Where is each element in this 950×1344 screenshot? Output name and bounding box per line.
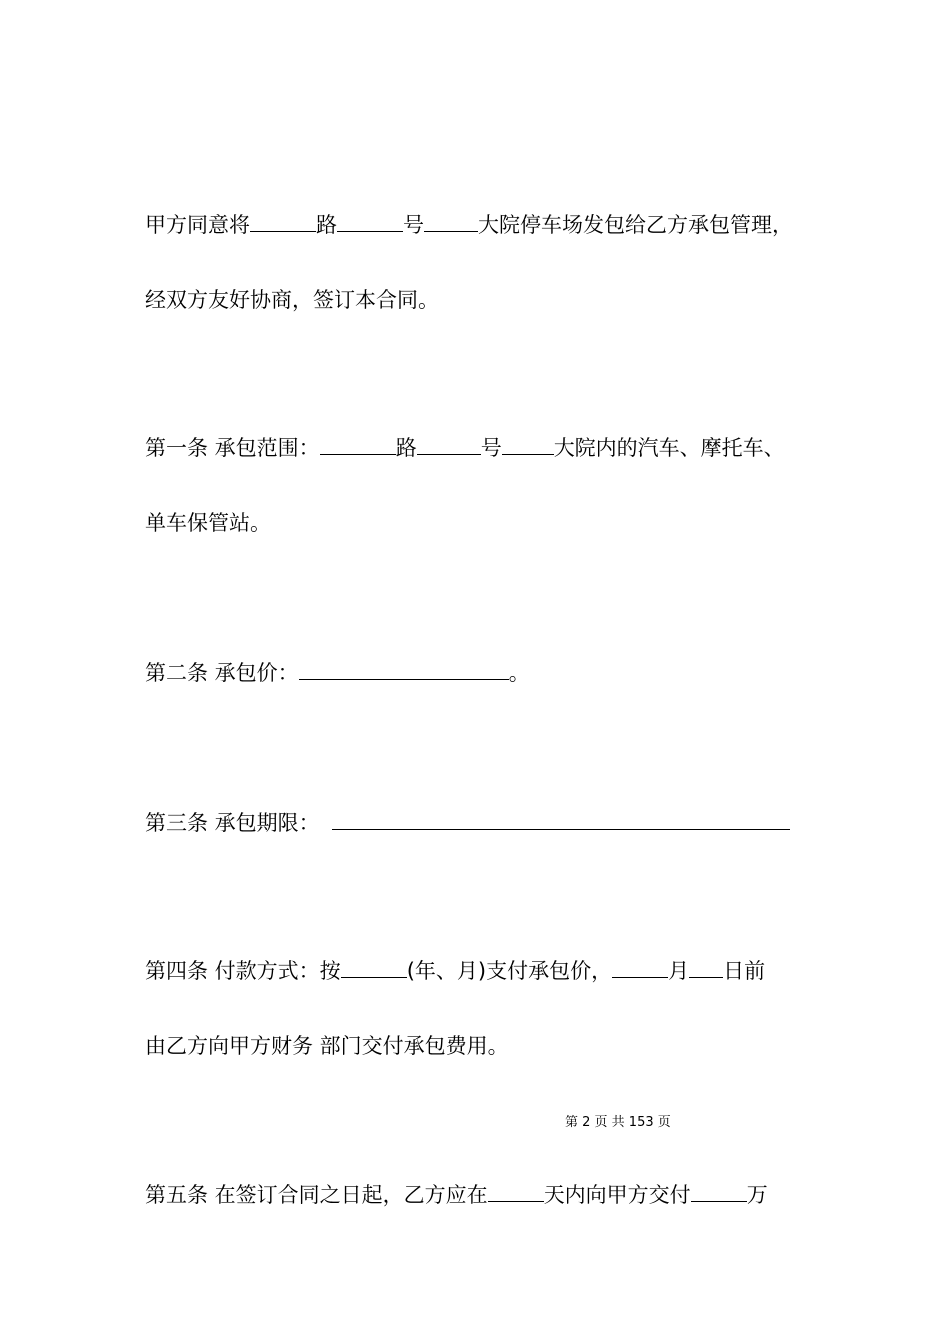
intro-line-2: 经双方友好协商，签订本合同。 (145, 288, 439, 312)
article-2-text-1: 第二条 承包价： (145, 661, 299, 685)
intro-text-1: 甲方同意将 (145, 213, 250, 237)
intro-line-1 (145, 210, 793, 240)
article-5-line-1 (145, 1180, 768, 1210)
blank-day (689, 959, 723, 978)
blank-compound-name (424, 213, 478, 232)
intro-text-3: 号 (403, 213, 424, 237)
blank-number (337, 213, 403, 232)
article-4-text-2: (年、月)支付承包价， (406, 959, 613, 983)
intro-text-4: 大院停车场发包给乙方承包管理， (478, 213, 793, 237)
intro-text-2: 路 (316, 213, 337, 237)
article-1-text-2: 路 (395, 436, 417, 460)
article-1-line-2: 单车保管站。 (145, 511, 271, 535)
article-1-line-1 (145, 433, 785, 463)
article-4-line-2: 由乙方向甲方财务 部门交付承包费用。 (145, 1034, 509, 1058)
blank-amount (691, 1183, 747, 1202)
blank-compound-name (502, 436, 554, 455)
article-4-text-1: 第四条 付款方式：按 (145, 959, 341, 983)
blank-contract-period (332, 811, 790, 830)
blank-payment-cycle (341, 959, 407, 978)
article-3-line-1 (145, 808, 790, 838)
article-1-text-1: 第一条 承包范围： (145, 436, 320, 460)
blank-road-name (320, 436, 396, 455)
page-number-label: 第 2 页 共 153 页 (565, 1115, 671, 1130)
article-4-text-4: 日前 (723, 959, 766, 983)
article-5-text-3: 万 (746, 1183, 768, 1207)
article-3-text-1: 第三条 承包期限： (145, 811, 320, 835)
blank-month (612, 959, 668, 978)
blank-number (417, 436, 481, 455)
article-1-text-3: 号 (480, 436, 502, 460)
article-2-text-2: 。 (508, 661, 530, 685)
article-5-text-1: 第五条 在签订合同之日起，乙方应在 (145, 1183, 488, 1207)
blank-days (488, 1183, 544, 1202)
article-2-line-1 (145, 658, 530, 688)
article-4-line-1 (145, 956, 765, 986)
article-4-text-3: 月 (668, 959, 690, 983)
blank-contract-price (299, 661, 509, 680)
article-1-text-4: 大院内的汽车、摩托车、 (553, 436, 785, 460)
article-5-text-2: 天内向甲方交付 (543, 1183, 691, 1207)
blank-road-name (250, 213, 316, 232)
